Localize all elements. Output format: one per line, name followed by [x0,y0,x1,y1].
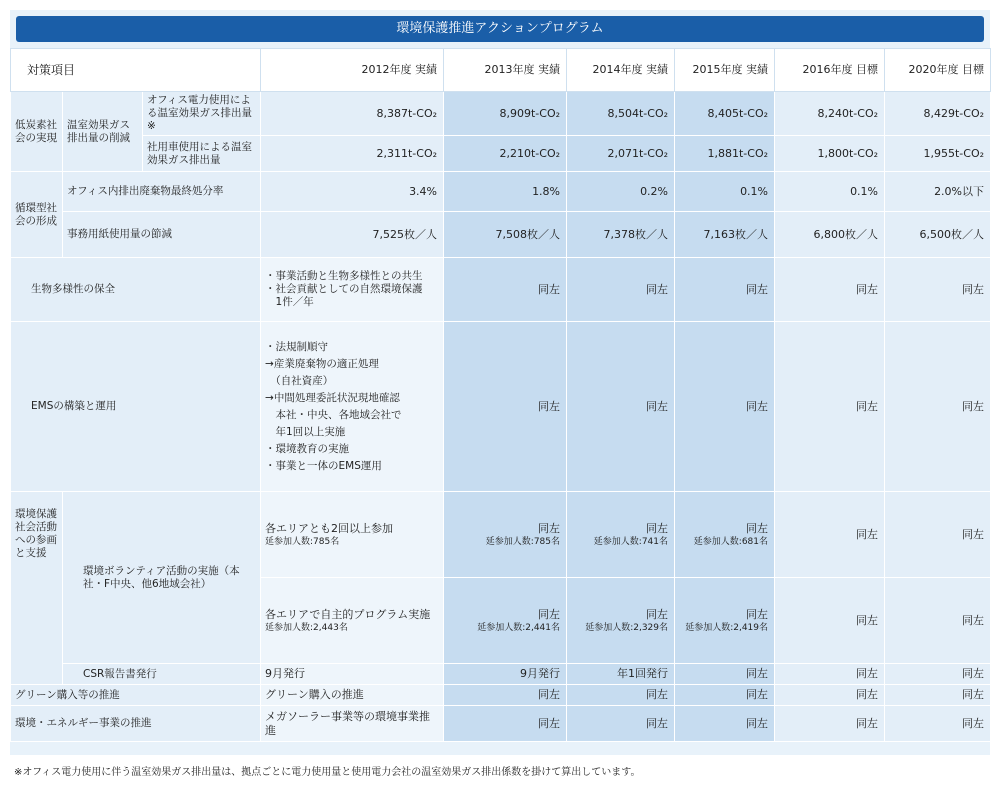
cell-value: 1.8% [444,172,567,212]
detail-line: 年1回以上実施 [265,425,346,438]
cell-value: 0.1% [675,172,775,212]
cell-value: 同左 [775,685,885,706]
cell-value: 8,405t-CO₂ [675,92,775,136]
cell-value: 7,525枚／人 [261,212,444,258]
table-row [11,212,991,258]
cell-value: 同左 [567,322,675,492]
value-sub: 延参加人数:785名 [485,536,561,547]
value-sub: 延参加人数:2,441名 [477,622,561,633]
cell-value: 同左 [675,685,775,706]
cell-value: 8,240t-CO₂ [775,92,885,136]
cell-value: 同左 [567,258,675,322]
cell-value [675,492,775,578]
header-year-2014: 2014年度 実績 [567,49,675,92]
cell-value: 同左 [775,664,885,685]
cell-value: 同左 [775,706,885,742]
cell-value [444,492,567,578]
cell-value: 8,504t-CO₂ [567,92,675,136]
detail-sub: 延参加人数:2,443名 [265,622,348,633]
cell-value: 9月発行 [261,664,444,685]
row-label: オフィス電力使用による温室効果ガス排出量※ [143,92,261,136]
cell-value: 同左 [567,685,675,706]
cell-value: 同左 [775,258,885,322]
header-year-2016: 2016年度 目標 [775,49,885,92]
cell-value: 同左 [775,578,885,664]
cell-value: 同左 [885,685,991,706]
header-year-2020: 2020年度 目標 [885,49,991,92]
table-row [11,492,991,578]
detail-cell [261,322,444,492]
row-label-volunteer: 環境ボランティア活動の実施（本社・F中央、他6地域会社） [63,492,261,664]
category-recycling: 循環型社会の形成 [11,172,63,258]
cell-value: 3.4% [261,172,444,212]
category-low-carbon: 低炭素社会の実現 [11,92,63,172]
action-program-table [10,48,991,742]
detail-line: ・法規制順守 [265,340,329,353]
cell-value: 2,311t-CO₂ [261,136,444,172]
detail-line: →中間処理委託状況現地確認 [265,391,400,404]
value-main: 同左 [646,607,669,621]
row-label-ems: EMSの構築と運用 [11,322,261,492]
cell-value: グリーン購入の推進 [261,685,444,706]
cell-value: 同左 [675,706,775,742]
table-row [11,136,991,172]
cell-value: 同左 [444,706,567,742]
detail-sub: 延参加人数:785名 [265,536,340,547]
cell-value: 同左 [675,322,775,492]
row-label-green: グリーン購入等の推進 [11,685,261,706]
detail-main: 各エリアとも2回以上参加 [265,521,394,535]
footnote: ※オフィス電力使用に伴う温室効果ガス排出量は、拠点ごとに電力使用量と使用電力会社の温室効果ガス排出係数を掛けて算出しています。 [14,767,641,778]
table-row [11,664,991,685]
header-year-2012: 2012年度 実績 [261,49,444,92]
cell-value: 同左 [885,578,991,664]
detail-line: 本社・中央、各地域会社で [265,408,402,421]
cell-value: 同左 [775,492,885,578]
value-sub: 延参加人数:2,419名 [685,622,769,633]
cell-value: 同左 [885,664,991,685]
cell-value [444,578,567,664]
header-item: 対策項目 [11,49,261,92]
cell-value [567,578,675,664]
row-label: オフィス内排出廃棄物最終処分率 [63,172,261,212]
row-label: 社用車使用による温室効果ガス排出量 [143,136,261,172]
row-label-csr: CSR報告書発行 [63,664,261,685]
cell-value [675,578,775,664]
value-main: 同左 [746,607,769,621]
detail-line: ・社会貢献としての自然環境保護 [265,283,423,295]
table-row [11,706,991,742]
cell-value: 2.0%以下 [885,172,991,212]
cell-value: 8,429t-CO₂ [885,92,991,136]
cell-value: 1,881t-CO₂ [675,136,775,172]
row-label: 事務用紙使用量の節減 [63,212,261,258]
page-title: 環境保護推進アクションプログラム [16,16,984,42]
table-row [11,172,991,212]
cell-value: 7,163枚／人 [675,212,775,258]
category-social: 環境保護社会活動への参画と支援 [11,492,63,685]
cell-value: 同左 [885,492,991,578]
cell-value: 7,508枚／人 [444,212,567,258]
cell-value: メガソーラー事業等の環境事業推進 [261,706,444,742]
value-main: 同左 [538,607,561,621]
detail-cell [261,492,444,578]
cell-value: 1,800t-CO₂ [775,136,885,172]
cell-value: 同左 [885,258,991,322]
cell-value: 同左 [675,664,775,685]
cell-value: 0.1% [775,172,885,212]
cell-value: 同左 [444,322,567,492]
detail-line: （自社資産） [265,374,334,387]
cell-value: 0.2% [567,172,675,212]
value-sub: 延参加人数:2,329名 [585,622,669,633]
detail-line: →産業廃棄物の適正処理 [265,357,379,370]
value-main: 同左 [538,521,561,535]
cell-value: 同左 [775,322,885,492]
detail-cell [261,578,444,664]
cell-value: 年1回発行 [567,664,675,685]
cell-value [567,492,675,578]
detail-line: ・環境教育の実施 [265,442,350,455]
header-year-2015: 2015年度 実績 [675,49,775,92]
cell-value: 9月発行 [444,664,567,685]
detail-line: 1件／年 [265,296,314,308]
detail-main: 各エリアで自主的プログラム実施 [265,607,431,621]
cell-value: 8,909t-CO₂ [444,92,567,136]
table-row [11,258,991,322]
row-label-biodiversity: 生物多様性の保全 [11,258,261,322]
value-main: 同左 [646,521,669,535]
cell-value: 6,800枚／人 [775,212,885,258]
table-row [11,92,991,136]
cell-value: 同左 [885,322,991,492]
detail-line: ・事業活動と生物多様性との共生 [265,270,423,282]
cell-value: 2,071t-CO₂ [567,136,675,172]
cell-value: 6,500枚／人 [885,212,991,258]
cell-value: 同左 [444,685,567,706]
cell-value: 1,955t-CO₂ [885,136,991,172]
detail-cell [261,258,444,322]
value-sub: 延参加人数:741名 [593,536,669,547]
cell-value: 8,387t-CO₂ [261,92,444,136]
cell-value: 同左 [444,258,567,322]
header-row [11,49,991,92]
cell-value: 2,210t-CO₂ [444,136,567,172]
cell-value: 同左 [675,258,775,322]
cell-value: 7,378枚／人 [567,212,675,258]
header-year-2013: 2013年度 実績 [444,49,567,92]
cell-value: 同左 [567,706,675,742]
value-sub: 延参加人数:681名 [693,536,769,547]
row-label-energy: 環境・エネルギー事業の推進 [11,706,261,742]
detail-line: ・事業と一体のEMS運用 [265,459,382,472]
subcategory-ghg: 温室効果ガス排出量の削減 [63,92,143,172]
table-row [11,322,991,492]
value-main: 同左 [746,521,769,535]
cell-value: 同左 [885,706,991,742]
table-row [11,685,991,706]
